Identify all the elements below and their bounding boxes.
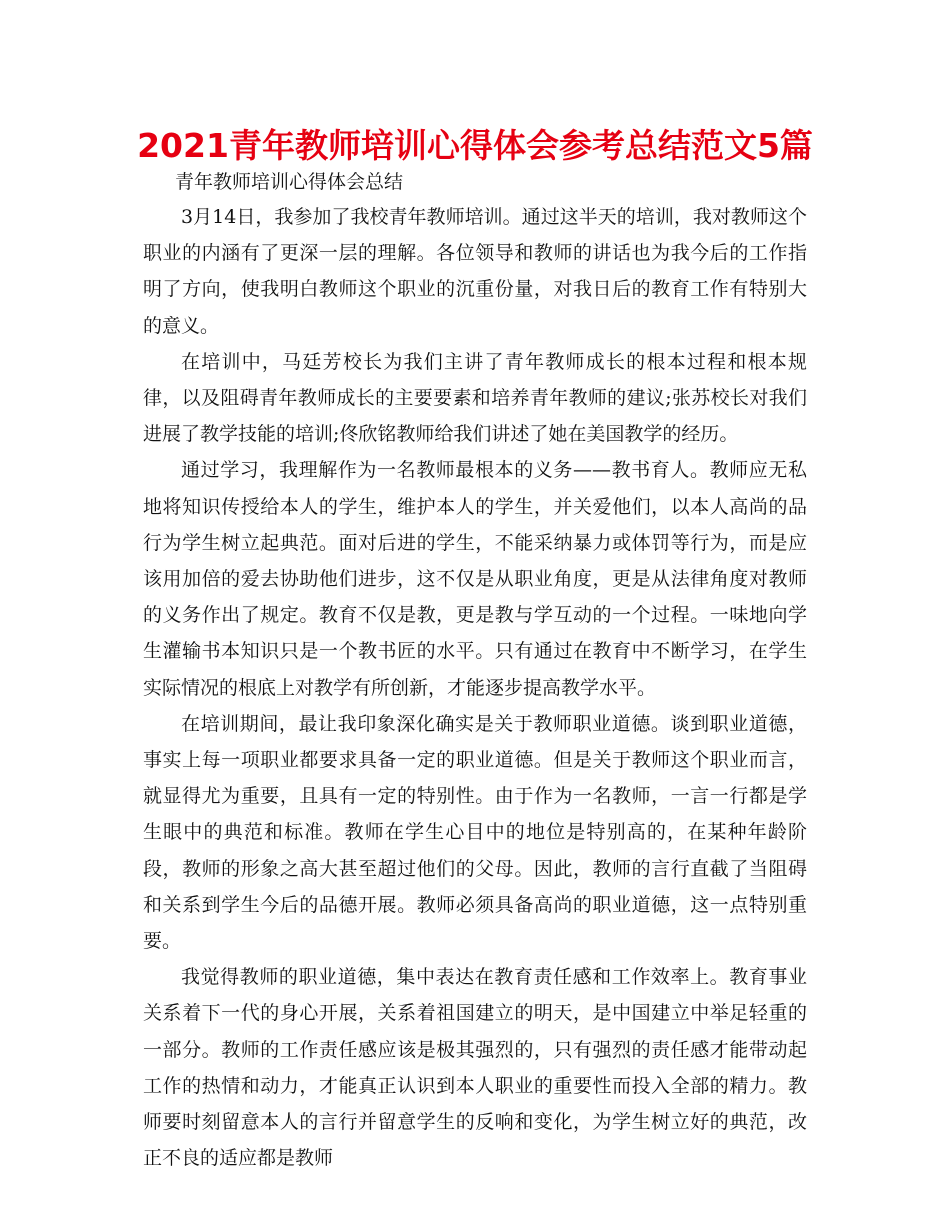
document-body	[143, 168, 807, 1176]
paragraph-4: 在培训期间，最让我印象深化确实是关于教师职业道德。谈到职业道德，事实上每一项职业都要求具备一定的职业道德。但是关于教师这个职业而言，就显得尤为重要，且具有一定的特别性。由于作为一名教师，一言一行都是学生眼中的典范和标准。教师在学生心目中的地位是特别高的，在某种年龄阶段，教师的形象之高大甚至超过他们的父母。因此，教师的言行直截了当阻碍和关系到学生今后的品德开展。教师必须具备高尚的职业道德，这一点特别重要。	[143, 712, 807, 953]
paragraph-2: 在培训中，马廷芳校长为我们主讲了青年教师成长的根本过程和根本规律，以及阻碍青年教师成长的主要要素和培养青年教师的建议;张苏校长对我们进展了教学技能的培训;佟欣铭教师给我们讲述了她在美国教学的经历。	[143, 350, 807, 446]
document-title: 2021青年教师培训心得体会参考总结范文5篇	[137, 126, 813, 165]
paragraph-5: 我觉得教师的职业道德，集中表达在教育责任感和工作效率上。教育事业关系着下一代的身心开展，关系着祖国建立的明天，是中国建立中举足轻重的一部分。教师的工作责任感应该是极其强烈的，只有强烈的责任感才能带动起工作的热情和动力，才能真正认识到本人职业的重要性而投入全部的精力。教师要时刻留意本人的言行并留意学生的反响和变化，为学生树立好的典范，改正不良的适应都是教师	[143, 966, 807, 1170]
paragraph-1: 3月14日，我参加了我校青年教师培训。通过这半天的培训，我对教师这个职业的内涵有了更深一层的理解。各位领导和教师的讲话也为我今后的工作指明了方向，使我明白教师这个职业的沉重份量，对我日后的教育工作有特别大的意义。	[143, 206, 807, 337]
paragraph-3: 通过学习，我理解作为一名教师最根本的义务——教书育人。教师应无私地将知识传授给本人的学生，维护本人的学生，并关爱他们，以本人高尚的品行为学生树立起典范。面对后进的学生，不能采纳暴力或体罚等行为，而是应该用加倍的爱去协助他们进步，这不仅是从职业角度，更是从法律角度对教师的义务作出了规定。教育不仅是教，更是教与学互动的一个过程。一味地向学生灌输书本知识只是一个教书匠的水平。只有通过在教育中不断学习，在学生实际情况的根底上对教学有所创新，才能逐步提高教学水平。	[143, 459, 807, 699]
document-subtitle: 青年教师培训心得体会总结	[175, 171, 404, 193]
